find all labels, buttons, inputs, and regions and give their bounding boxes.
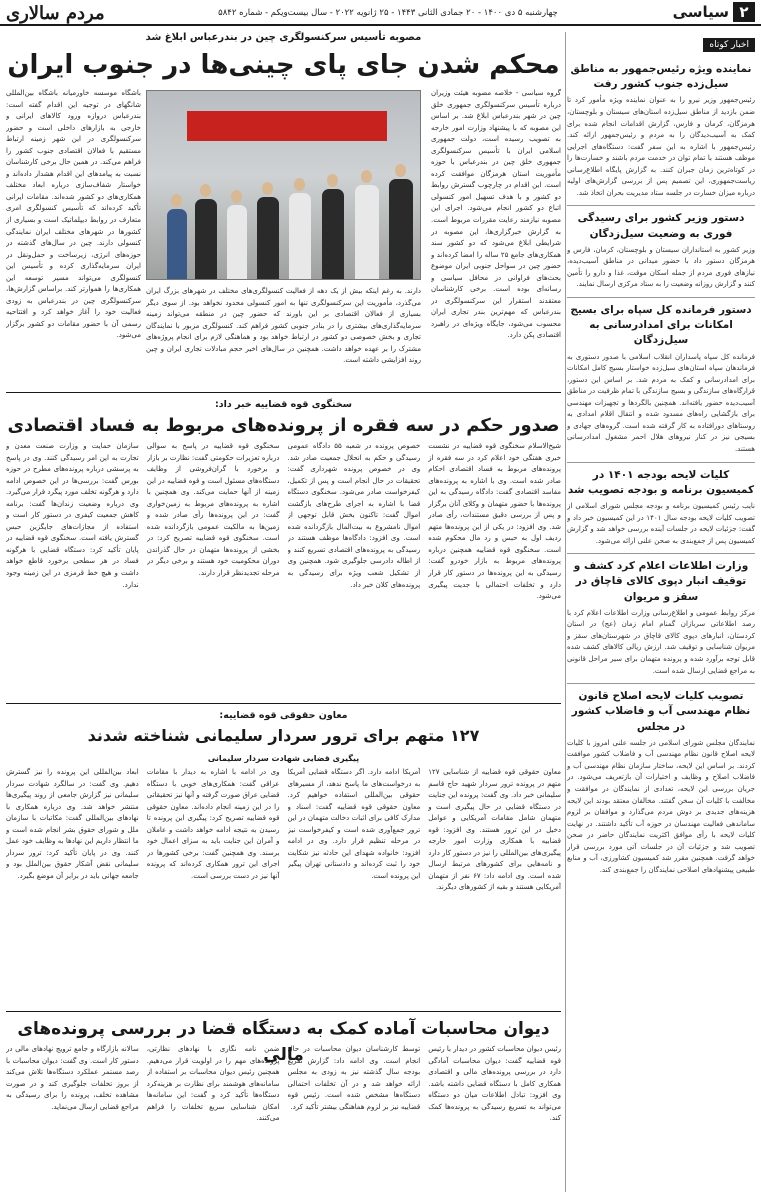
head-shape bbox=[395, 164, 406, 177]
short-news-title: دستور فرمانده کل سپاه برای بسیج امکانات برای امدادرسانی به سیل‌زدگان bbox=[570, 303, 752, 347]
person-shape bbox=[355, 185, 379, 279]
audit-court-story bbox=[6, 1016, 561, 1174]
article-column: توسط کارشناسان دیوان محاسبات در حال انجام است. وی ادامه داد: گزارش تفریغ بودجه سال گذشته نیز به زودی به مجلس ارائه خواهد شد و در آن تخلفات احتمالی دستگاه‌ها مشخص شده است. رئیس قوه قضاییه نیز بر لزوم هماهنگی بیشتر تأکید کرد. bbox=[287, 1045, 421, 1111]
soleimani-story bbox=[6, 710, 561, 1007]
short-news-body: نایب رئیس کمیسیون برنامه و بودجه مجلس شورای اسلامی از تصویب کلیات لایحه بودجه سال ۱۴۰۱ در این کمیسیون خبر داد و گفت: جزئیات لایحه در جلسات آینده بررسی خواهد شد و گزارش کمیسیون پس از جمع‌بندی به صحن علنی ارائه می‌شود. bbox=[567, 502, 755, 545]
divider bbox=[567, 205, 755, 206]
divider bbox=[6, 703, 561, 704]
section-title: سیاسی bbox=[672, 3, 729, 21]
short-news-item bbox=[567, 689, 755, 876]
page-badge bbox=[673, 2, 755, 22]
person-shape bbox=[167, 209, 187, 279]
audit-court-story-headline: دیوان محاسبات آماده کمک به دستگاه قضا در بررسی پرونده‌های مالی bbox=[17, 1019, 550, 1065]
article-column: سازمان حمایت و وزارت صنعت معدن و تجارت به این امر رسیدگی کنند. وی در پاسخ به پرسشی درباره پرونده‌های مطرح در حوزه بورس گفت: بررسی‌ها در این خصوص ادامه دارد و هرگونه تخلف مورد پیگرد قرار می‌گیرد. وی درباره وضعیت زندان‌ها گفت: برنامه کاهش جمعیت کیفری در دستور کار است و استفاده از مجازات‌های جایگزین حبس گسترش یافته است. سخنگوی قوه قضاییه در پایان تأکید کرد: دستگاه قضایی با هرگونه فساد در هر سطحی برخورد قاطع خواهد داشت و هیچ خط قرمزی در این زمینه وجود ندارد. bbox=[6, 442, 139, 589]
head-shape bbox=[231, 190, 242, 203]
divider bbox=[567, 683, 755, 684]
article-column: ضمن نامه نگاری با نهادهای نظارتی، پرونده‌های مهم را در اولویت قرار می‌دهیم. همچنین رئیس دیوان محاسبات بر استفاده از سامانه‌های هوشمند برای نظارت بر هزینه‌کرد دستگاه‌ها تأکید کرد و گفت: این سامانه‌ها امکان شناسایی سریع تخلفات را فراهم می‌کنند. bbox=[146, 1045, 280, 1123]
soleimani-story-kicker: معاون حقوقی قوه قضاییه: bbox=[219, 710, 348, 721]
short-news-item bbox=[567, 468, 755, 548]
red-banner-shape bbox=[187, 111, 387, 141]
divider bbox=[567, 462, 755, 463]
article-column: خصوص پرونده در شعبه ۵۵ دادگاه عمومی رسیدگی و حکم به انحلال جمعیت صادر شد. وی در خصوص پرونده شهرداری گفت: تحقیقات در حال انجام است و پس از تکمیل، کیفرخواست صادر می‌شود. سخنگوی دستگاه قضا با اشاره به اجرای طرح‌های بازگشت اموال گفت: تاکنون بخش قابل توجهی از اموال نامشروع به بیت‌المال بازگردانده شده است. وی افزود: دادگاه‌ها موظف هستند در رسیدگی به پرونده‌های اقتصادی تسریع کنند و از اطاله دادرسی جلوگیری شود. همچنین وی از تشکیل شعب ویژه برای رسیدگی به پرونده‌های کلان خبر داد. bbox=[287, 442, 421, 589]
dateline: چهارشنبه ۵ دی ۱۴۰۰ - ۲۰ جمادی الثانی ۱۴۴۳ - ۲۵ ژانویه ۲۰۲۲ - سال بیست‌ویکم - شماره ۵۸۴۲ bbox=[218, 8, 558, 18]
person-shape bbox=[227, 205, 247, 279]
newspaper-brand: مردم سالاری bbox=[6, 3, 105, 24]
short-news-title: تصویب کلیات لایحه اصلاح قانون نظام مهندسی آب و فاضلاب کشور در مجلس bbox=[571, 690, 751, 733]
judiciary-story-headline: صدور حکم در سه فقره از پرونده‌های مربوط به فساد اقتصادی bbox=[7, 415, 560, 436]
short-news-body: مرکز روابط عمومی و اطلاع‌رسانی وزارت اطلاعات اعلام کرد با رصد اطلاعاتی سربازان گمنام امام زمان (عج) در استان کردستان، انبارهای دپوی کالای قاچاق در شهرستان‌های سقز و مریوان شناسایی و توقیف شد. ارزش ریالی کالاهای کشف شده قابل توجه برآورد شده و پرونده متهمان برای سیر مراحل قانونی به مراجع قضایی ارسال شده است. bbox=[567, 608, 755, 675]
short-news-item bbox=[567, 62, 755, 199]
soleimani-story-headline: ۱۲۷ متهم برای ترور سردار سلیمانی شناخته شدند bbox=[87, 726, 480, 745]
head-shape bbox=[262, 182, 273, 195]
short-news-title: دستور وزیر کشور برای رسیدگی فوری به وضعیت سیل‌زدگان bbox=[577, 212, 745, 240]
short-news-body: وزیر کشور به استانداران سیستان و بلوچستان، کرمان، فارس و هرمزگان دستور داد با حضور میدانی در مناطق آسیب‌دیده، نیازهای فوری مردم از جمله اسکان موقت، غذا و دارو را تأمین کنند و گزارش روزانه وضعیت را به ستاد مرکزی ارسال نمایند. bbox=[567, 245, 755, 289]
person-shape bbox=[289, 193, 311, 279]
lead-story-kicker: مصوبه تأسیس سرکنسولگری چین در بندرعباس ابلاغ شد bbox=[145, 32, 422, 43]
head-shape bbox=[361, 170, 372, 183]
page-number: ۲ bbox=[733, 2, 755, 22]
article-column: معاون حقوقی قوه قضاییه از شناسایی ۱۲۷ متهم در پرونده ترور سردار شهید حاج قاسم سلیمانی خبر داد. وی گفت: پرونده این جنایت در دستگاه قضایی در حال پیگیری است و متهمان شامل مقامات آمریکایی و عوامل دخیل در این ترور هستند. وی افزود: قوه قضاییه با همکاری وزارت امور خارجه پیگیری‌های بین‌المللی را نیز در دستور کار دارد و نامه‌هایی برای کشورهای مرتبط ارسال شده است. وی ادامه داد: ۶۷ نفر از متهمان آمریکایی هستند و بقیه از کشورهای دیگرند. bbox=[428, 768, 561, 892]
lead-story-headline: محکم شدن جای پای چینی‌ها در جنوب ایران bbox=[7, 50, 560, 80]
judiciary-story-kicker: سخنگوی قوه قضاییه خبر داد: bbox=[214, 399, 353, 410]
divider bbox=[6, 392, 561, 393]
lead-story-side-text: باشگاه موسسه خاورمیانه باشگاه بین‌المللی شانگهای در توجیه این اقدام گفته است: بندرعباس دروازه ورود کالاهای ایرانی و خارجی به بازارهای داخلی است و حضور سرکنسولگری در این شهر زمینه ارتباط مستقیم با فعالان اقتصادی جنوب کشور را فراهم می‌کند. در همین حال برخی کارشناسان نسبت به پیامدهای این اقدام هشدار داده‌اند و خواستار شفاف‌سازی درباره ابعاد مختلف همکاری‌های دو کشور شده‌اند. مقامات ایرانی تأکید کرده‌اند که تأسیس کنسولگری امری متعارف در روابط دیپلماتیک است و بسیاری از کشورها در شهرهای مختلف ایران نمایندگی کنسولی دارند. چین در سال‌های گذشته در حوزه‌های انرژی، زیرساخت و حمل‌ونقل در ایران سرمایه‌گذاری کرده و تأسیس این کنسولگری می‌تواند مسیر توسعه این همکاری‌ها را هموارتر کند. براساس گزارش‌ها، سرکنسولگری چین در بندرعباس به زودی فعالیت خود را آغاز خواهد کرد و افتتاحیه رسمی آن با حضور مقامات دو کشور برگزار می‌شود. bbox=[6, 89, 141, 340]
short-news-item bbox=[567, 211, 755, 291]
head-shape bbox=[171, 194, 182, 207]
lead-story-body bbox=[6, 88, 561, 388]
right-news-column bbox=[567, 32, 755, 1194]
person-shape bbox=[322, 189, 344, 279]
column-rule bbox=[565, 32, 566, 1192]
short-news-title: کلیات لایحه بودجه ۱۴۰۱ در کمیسیون برنامه و بودجه تصویب شد bbox=[567, 468, 755, 496]
short-news-body: رئیس‌جمهور وزیر نیرو را به عنوان نماینده ویژه مأمور کرد تا ضمن بازدید از مناطق سیل‌زده استان‌های سیستان و بلوچستان، هرمزگان، کرمان و فارس، گزارش اقدامات انجام شده برای کمک به آسیب‌دیدگان را به مردم و رئیس‌جمهور ارائه کند. رئیس‌جمهور با اشاره به این سفر گفت: دستگاه‌های اجرایی موظف هستند با تمام توان در خدمت مردم باشند و خسارت‌ها را در کوتاه‌ترین زمان جبران کنند. به گزارش پایگاه اطلاع‌رسانی ریاست‌جمهوری، این تصمیم پس از بررسی گزارش‌های اولیه درباره میزان خسارت در جلسه ستاد مدیریت بحران اتخاذ شد. bbox=[567, 96, 755, 197]
short-news-title: نماینده ویژه رئیس‌جمهور به مناطق سیل‌زده جنوب کشور رفت bbox=[570, 63, 752, 91]
article-column: آمریکا ادامه دارد. اگر دستگاه قضایی آمریکا به درخواست‌های ما پاسخ ندهد، از مسیرهای حقوقی بین‌المللی استفاده خواهیم کرد. معاون حقوقی قوه قضاییه گفت: اسناد و مدارک کافی برای اثبات دخالت متهمان در این ترور جمع‌آوری شده است و کیفرخواست نیز در مرحله تنظیم قرار دارد. وی در ادامه افزود: خانواده شهدای این حادثه نیز شکایت خود را ثبت کرده‌اند و دادستانی تهران پیگیر این پرونده است. bbox=[287, 768, 421, 880]
person-shape bbox=[195, 199, 217, 279]
head-shape bbox=[327, 174, 338, 187]
divider bbox=[567, 297, 755, 298]
article-column: شیخ‌الاسلام سخنگوی قوه قضاییه در نشست خبری هفتگی خود اعلام کرد در سه فقره از پرونده‌های مربوط به فساد اقتصادی احکام صادر شده است. وی با اشاره به پرونده‌های مفاسد اقتصادی گفت: دادگاه رسیدگی به این پرونده‌ها با حضور متهمان و وکلای آنان برگزار و پس از بررسی دقیق مستندات، رأی صادر شد. وی افزود: در یکی از این پرونده‌ها متهم ردیف اول به حبس و رد مال محکوم شده است. سخنگوی قوه قضاییه همچنین درباره پرونده‌های مربوط به بازار خودرو گفت: رسیدگی به این پرونده‌ها در دستور کار قرار دارد و تخلفات احتمالی با جدیت پیگیری می‌شود. bbox=[428, 442, 561, 601]
judiciary-story bbox=[6, 399, 561, 699]
person-shape bbox=[257, 197, 279, 279]
masthead bbox=[0, 0, 761, 26]
article-column: رئیس دیوان محاسبات کشور در دیدار با رئیس قوه قضاییه گفت: دیوان محاسبات آمادگی دارد در بررسی پرونده‌های مالی و اقتصادی همکاری کامل با دستگاه قضایی داشته باشد. وی افزود: تبادل اطلاعات میان دو دستگاه می‌تواند به تسریع رسیدگی به پرونده‌ها کمک کند. bbox=[428, 1045, 561, 1123]
lead-story-continued: دارند. به رغم اینکه بیش از یک دهه از فعالیت کنسولگری‌های مختلف در شهرهای بزرگ ایران می‌گذرد، مأموریت این سرکنسولگری تنها به امور کنسولی محدود نخواهد بود. از سوی دیگر بسیاری از فعالان اقتصادی بر این باورند که حضور چین در منطقه می‌تواند زمینه سرمایه‌گذاری‌های بیشتری را در بنادر جنوبی کشور فراهم کند. کنسولگری مزبور با نمایندگان تجاری و بخش خصوصی دو کشور در ارتباط خواهد بود و هماهنگی لازم برای انجام پروژه‌های مشترک را بر عهده خواهد داشت. همچنین در سال‌های اخیر حجم مبادلات تجاری ایران و چین روند افزایشی داشته است. bbox=[146, 287, 421, 365]
article-column: ابعاد بین‌المللی این پرونده را نیز گسترش دهیم. وی گفت: در سالگرد شهادت سردار سلیمانی نیز گزارش جامعی از روند پیگیری‌ها منتشر خواهد شد. وی درباره همکاری با نهادهای بین‌المللی گفت: مکاتبات با سازمان ملل و شورای حقوق بشر انجام شده است و ما انتظار داریم این نهادها به وظایف خود عمل کنند. وی در پایان تأکید کرد: ترور سردار سلیمانی نقض آشکار حقوق بین‌الملل بود و جامعه جهانی باید در برابر آن موضع بگیرد. bbox=[6, 768, 139, 880]
main-content bbox=[6, 32, 561, 1174]
soleimani-story-subhead: پیگیری قضایی شهادت سردار سلیمانی bbox=[207, 754, 360, 763]
lead-story bbox=[6, 32, 561, 388]
news-photo bbox=[146, 90, 421, 280]
divider bbox=[567, 553, 755, 554]
article-column: وی در ادامه با اشاره به دیدار با مقامات عراقی گفت: همکاری‌های خوبی با دستگاه قضایی عراق صورت گرفته و آنها نیز تحقیقاتی را در این زمینه انجام داده‌اند. معاون حقوقی قوه قضاییه تصریح کرد: پیگیری این پرونده تا رسیدن به نتیجه ادامه خواهد داشت و عاملان و آمران این جنایت باید به سزای اعمال خود برسند. وی همچنین گفت: برخی کشورها در اجرای این ترور همکاری کرده‌اند که پرونده آنها نیز در دست بررسی است. bbox=[146, 768, 280, 880]
article-column: سالانه بازارگاه و جامع ترویج نهادهای مالی در دستور کار است. وی گفت: دیوان محاسبات با رصد مستمر عملکرد دستگاه‌ها تلاش می‌کند از بروز تخلفات جلوگیری کند و در صورت مشاهده تخلف، پرونده را برای رسیدگی به مراجع قضایی ارسال می‌نماید. bbox=[6, 1045, 139, 1111]
short-news-item bbox=[567, 559, 755, 677]
divider bbox=[6, 1011, 561, 1012]
short-news-title: وزارت اطلاعات اعلام کرد کشف و توقیف انبار دپوی کالای قاچاق در سقز و مریوان bbox=[573, 560, 749, 603]
person-shape bbox=[389, 179, 413, 279]
short-news-item bbox=[567, 303, 755, 456]
lead-story-text: گروه سیاسی - خلاصه مصوبه هیئت وزیران درباره تأسیس سرکنسولگری جمهوری خلق چین در شهر بندرعباس ابلاغ شد. بر اساس این مصوبه که با پیشنهاد وزارت امور خارجه به تصویب رسیده است، دولت جمهوری اسلامی ایران با تأسیس سرکنسولگری جمهوری خلق چین در بندرعباس با حوزه مأموریت استان هرمزگان موافقت کرده است. این اقدام در چارچوب گسترش روابط دو کشور و با هدف تسهیل امور کنسولی اتباع دو کشور انجام می‌شود. اجرای این مصوبه نیازمند رعایت مقررات مربوط است. به گزارش خبرگزاری‌ها، این مصوبه در شرایطی ابلاغ می‌شود که دو کشور سند همکاری‌های جامع ۲۵ ساله را امضا کرده‌اند و حضور چین در سواحل جنوبی ایران موضوع بحث‌های فراوانی در محافل سیاسی و رسانه‌ای بوده است. برخی کارشناسان معتقدند استقرار این سرکنسولگری در بندرعباس که مهم‌ترین بندر تجاری ایران محسوب می‌شود، جایگاه ویژه‌ای در راهبرد اقتصادی پکن دارد. bbox=[431, 89, 561, 340]
soleimani-story-columns bbox=[6, 767, 561, 1007]
short-news-tag: اخبار کوتاه bbox=[703, 38, 755, 52]
short-news-body: فرمانده کل سپاه پاسداران انقلاب اسلامی با صدور دستوری به فرماندهان سپاه استان‌های سیل‌زده خواستار بسیج کامل امکانات برای امدادرسانی و کمک به مردم شد. بر اساس این دستور، قرارگاه‌های سازندگی و بسیج سازندگی با تمام ظرفیت در مناطق آسیب‌دیده حضور یافته‌اند. همچنین بالگردها و تجهیزات مهندسی برای بازگشایی راه‌های مسدود شده و انتقال اقلام امدادی به روستاهای دورافتاده به کار گرفته شده است. گروه‌های جهادی و بسیجی نیز در کنار نیروهای هلال احمر مشغول امدادرسانی هستند. bbox=[567, 352, 755, 454]
head-shape bbox=[200, 184, 211, 197]
head-shape bbox=[294, 178, 305, 191]
judiciary-story-columns bbox=[6, 441, 561, 699]
article-column: سخنگوی قوه قضاییه در پاسخ به سوالی درباره تعزیرات حکومتی گفت: نظارت بر بازار و برخورد با گران‌فروشی از وظایف دستگاه‌های مسئول است و قوه قضاییه در این زمینه از آنها حمایت می‌کند. وی همچنین با اشاره به پرونده‌های مربوط به زمین‌خواری گفت: در این پرونده‌ها رأی صادر شده و زمین‌ها به مالکیت عمومی بازگردانده شده است. سخنگوی قوه قضاییه تصریح کرد: در بخشی از پرونده‌ها متهمان در حال گذراندن دوران محکومیت خود هستند و برخی دیگر در مرحله تجدیدنظر قرار دارند. bbox=[146, 442, 280, 578]
short-news-body: نمایندگان مجلس شورای اسلامی در جلسه علنی امروز با کلیات لایحه اصلاح قانون نظام مهندسی آب و فاضلاب کشور موافقت کردند. بر اساس این لایحه، ساختار سازمان نظام مهندسی آب و فاضلاب اصلاح و وظایف و اختیارات آن بازتعریف می‌شود. در جریان بررسی این لایحه، تعدادی از نمایندگان در موافقت و مخالفت با کلیات آن سخن گفتند. مخالفان معتقد بودند این لایحه هزینه‌های جدیدی بر دوش مردم می‌گذارد و موافقان بر لزوم ساماندهی فعالیت مهندسان در حوزه آب تأکید داشتند. در نهایت کلیات لایحه با رأی موافق اکثریت نمایندگان حاضر در صحن تصویب شد و جزئیات آن در جلسات آتی مورد بررسی قرار خواهد گرفت. همچنین مقرر شد کمیسیون کشاورزی، آب و منابع طبیعی پیشنهادهای اصلاحی نمایندگان را جمع‌بندی کند. bbox=[567, 738, 755, 874]
